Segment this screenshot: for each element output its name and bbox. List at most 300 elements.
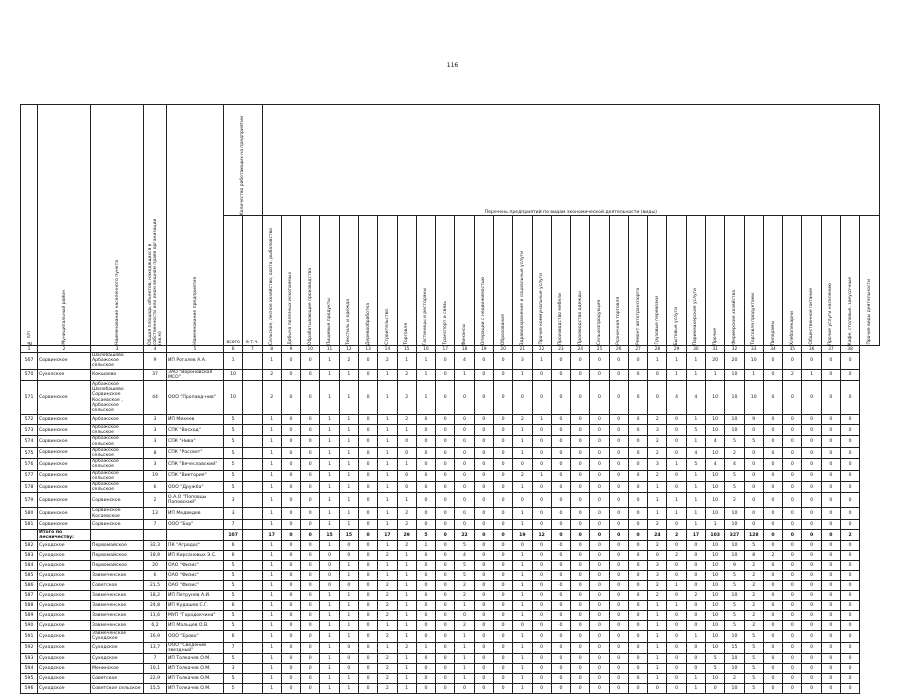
value-cell: 0 [783, 631, 802, 642]
value-cell: 0 [416, 601, 435, 611]
column-index: 10 [301, 346, 320, 353]
value-cell: 10 [706, 601, 725, 611]
value-cell: 0 [474, 642, 493, 653]
value-cell: 0 [551, 621, 570, 631]
page-number: 116 [446, 62, 459, 69]
value-cell: 0 [436, 381, 455, 415]
value-cell: 1 [513, 674, 532, 684]
value-cell: 0 [609, 601, 628, 611]
table-row [21, 508, 880, 519]
value-cell: 1 [262, 611, 281, 621]
value-cell: 0 [590, 561, 609, 571]
value-cell: 0 [358, 415, 377, 425]
value-cell: 0 [301, 353, 320, 370]
value-cell: 0 [532, 581, 551, 591]
value-cell: 0 [744, 470, 763, 481]
value-cell: 0 [397, 470, 416, 481]
header-workers-total: Количество работающих на предприятии [224, 105, 263, 216]
value-cell: 0 [628, 436, 647, 447]
value-cell: 0 [358, 654, 377, 664]
district-cell: Сорвинское [38, 415, 91, 425]
value-cell: 0 [821, 415, 840, 425]
enterprise-cell: ОАО "Физис" [167, 561, 224, 571]
column-index: 27 [628, 346, 647, 353]
value-cell: 0 [571, 529, 590, 540]
value-cell: 0 [436, 459, 455, 470]
area-cell: 8 [144, 447, 167, 458]
value-cell: 0 [416, 470, 435, 481]
value-cell: 0 [841, 581, 860, 591]
value-cell: 0 [763, 436, 782, 447]
value-cell: 0 [436, 415, 455, 425]
column-index: 25 [590, 346, 609, 353]
value-cell: 0 [590, 621, 609, 631]
value-cell: 0 [841, 447, 860, 458]
data-table [20, 104, 880, 694]
enterprise-cell [167, 529, 224, 540]
value-cell: 0 [474, 529, 493, 540]
area-cell: 20 [144, 561, 167, 571]
value-cell: 5 [725, 571, 744, 581]
value-cell: 1 [513, 581, 532, 591]
settlement-cell: Менинское [91, 664, 144, 674]
enterprise-cell: ИП Мальцев О.В. [167, 621, 224, 631]
value-cell: 0 [551, 508, 570, 519]
value-cell: 0 [763, 664, 782, 674]
area-cell: 6 [144, 571, 167, 581]
value-cell: 0 [532, 447, 551, 458]
value-cell: 3 [648, 425, 667, 436]
value-cell: 0 [821, 621, 840, 631]
value-cell: 0 [301, 642, 320, 653]
value-cell: 0 [358, 664, 377, 674]
value-cell: 0 [416, 674, 435, 684]
value-cell: 0 [590, 642, 609, 653]
value-cell: 2 [378, 654, 397, 664]
value-cell: 1 [513, 508, 532, 519]
value-cell: 0 [590, 459, 609, 470]
value-cell: 10 [744, 353, 763, 370]
value-cell: 1 [339, 519, 358, 529]
value-cell: 0 [339, 551, 358, 561]
value-cell: 0 [416, 591, 435, 601]
enterprise-cell: ООО "Пропавд-нив" [167, 381, 224, 415]
table-row [21, 591, 880, 601]
value-cell: 0 [474, 621, 493, 631]
value-cell: 0 [648, 684, 667, 694]
value-cell: 1 [397, 561, 416, 571]
value-cell: 2 [378, 591, 397, 601]
value-cell: 0 [301, 425, 320, 436]
value-cell-incl [243, 369, 262, 380]
table-row [21, 664, 880, 674]
value-cell: 0 [571, 664, 590, 674]
value-cell: 0 [609, 654, 628, 664]
value-cell: 5 [224, 674, 243, 684]
value-cell: 0 [474, 369, 493, 380]
value-cell: 1 [513, 654, 532, 664]
value-cell-incl [243, 664, 262, 674]
value-cell: 1 [320, 436, 339, 447]
value-cell: 0 [841, 642, 860, 653]
settlement-cell: Арбажское сельское [91, 482, 144, 493]
value-cell-incl [243, 654, 262, 664]
value-cell: 1 [320, 684, 339, 694]
row-number: 574 [21, 436, 38, 447]
value-cell: 1 [262, 631, 281, 642]
value-cell: 6 [224, 541, 243, 551]
value-cell: 1 [513, 571, 532, 581]
value-cell: 5 [725, 611, 744, 621]
value-cell: 0 [358, 436, 377, 447]
value-cell: 0 [358, 571, 377, 581]
value-cell: 0 [841, 508, 860, 519]
value-cell: 0 [474, 571, 493, 581]
value-cell: 10 [706, 482, 725, 493]
value-cell: 0 [571, 684, 590, 694]
value-cell: 0 [532, 664, 551, 674]
value-cell: 0 [628, 353, 647, 370]
value-cell: 3 [224, 508, 243, 519]
row-number: 593 [21, 654, 38, 664]
value-cell: 1 [686, 436, 705, 447]
value-cell: 0 [532, 611, 551, 621]
value-cell: 0 [590, 493, 609, 508]
value-cell: 1 [378, 381, 397, 415]
table-row [21, 369, 880, 380]
value-cell: 2 [667, 551, 686, 561]
value-cell: 0 [281, 631, 300, 642]
value-cell: 0 [301, 631, 320, 642]
value-cell: 1 [262, 470, 281, 481]
value-cell: 0 [532, 642, 551, 653]
value-cell: 0 [763, 369, 782, 380]
value-cell: 0 [493, 664, 512, 674]
value-cell: 1 [397, 581, 416, 591]
column-index: 3 [91, 346, 144, 353]
value-cell: 1 [339, 369, 358, 380]
value-cell: 1 [378, 561, 397, 571]
value-cell: 5 [744, 654, 763, 664]
value-cell: 0 [358, 447, 377, 458]
column-index: 23 [551, 346, 570, 353]
district-cell: Сухолское [38, 369, 91, 380]
value-cell: 0 [416, 482, 435, 493]
value-cell: 0 [416, 621, 435, 631]
district-cell: Суходское [38, 571, 91, 581]
value-cell: 0 [358, 551, 377, 561]
value-cell: 0 [532, 508, 551, 519]
row-number: 570 [21, 369, 38, 380]
value-cell: 0 [474, 508, 493, 519]
value-cell: 0 [841, 684, 860, 694]
row-number: 567 [21, 353, 38, 370]
value-cell: 0 [301, 601, 320, 611]
value-cell: 0 [590, 571, 609, 581]
value-cell: 0 [802, 642, 821, 653]
value-cell: 1 [686, 415, 705, 425]
value-cell: 0 [551, 561, 570, 571]
district-cell: Суходское [38, 664, 91, 674]
district-cell: Сорвинское [38, 436, 91, 447]
value-cell: 10 [725, 684, 744, 694]
row-number: 577 [21, 470, 38, 481]
value-cell: 10 [706, 674, 725, 684]
value-cell: 4 [667, 381, 686, 415]
value-cell-incl [243, 551, 262, 561]
value-cell-incl [243, 642, 262, 653]
value-cell: 0 [493, 508, 512, 519]
value-cell: 0 [532, 459, 551, 470]
value-cell: 10 [706, 381, 725, 415]
row-number: 579 [21, 493, 38, 508]
district-cell: Суходское [38, 674, 91, 684]
value-cell-incl [243, 561, 262, 571]
value-cell: 0 [841, 425, 860, 436]
value-cell: 15 [320, 529, 339, 540]
value-cell: 0 [686, 621, 705, 631]
value-cell: 6 [224, 631, 243, 642]
value-cell: 0 [590, 551, 609, 561]
value-cell: 0 [763, 381, 782, 415]
value-cell: 10 [706, 571, 725, 581]
value-cell: 0 [609, 519, 628, 529]
value-cell: 0 [590, 591, 609, 601]
value-cell: 0 [802, 581, 821, 591]
value-cell-incl [243, 470, 262, 481]
value-cell: 0 [474, 631, 493, 642]
value-cell: 0 [609, 561, 628, 571]
value-cell: 0 [821, 369, 840, 380]
value-cell: 5 [744, 674, 763, 684]
column-index: 38 [841, 346, 860, 353]
value-cell: 0 [802, 601, 821, 611]
value-cell: 1 [648, 642, 667, 653]
value-cell: 0 [455, 447, 474, 458]
value-cell: 2 [513, 415, 532, 425]
value-cell: 1 [648, 482, 667, 493]
value-cell: 5 [744, 436, 763, 447]
value-cell: 5 [725, 621, 744, 631]
table-row [21, 415, 880, 425]
value-cell: 4 [455, 551, 474, 561]
value-cell: 0 [358, 493, 377, 508]
value-cell: 1 [378, 493, 397, 508]
enterprise-cell: ИП Кудашев С.Г. [167, 601, 224, 611]
row-number: 575 [21, 447, 38, 458]
value-cell: 0 [802, 611, 821, 621]
column-index: 1 [21, 346, 38, 353]
value-cell: 0 [763, 541, 782, 551]
enterprise-cell: СПК "Вячеславский" [167, 459, 224, 470]
value-cell: 0 [474, 674, 493, 684]
enterprise-cell: О.А.О "Поповцы Поповский" [167, 493, 224, 508]
value-cell: 0 [628, 551, 647, 561]
value-cell: 0 [686, 642, 705, 653]
value-cell: 0 [436, 664, 455, 674]
value-cell: 0 [821, 581, 840, 591]
settlement-cell: Советское [91, 581, 144, 591]
settlement-cell: Суходское [91, 642, 144, 653]
value-cell: 1 [320, 353, 339, 370]
value-cell: 1 [686, 470, 705, 481]
value-cell: 5 [706, 664, 725, 674]
value-cell: 0 [628, 611, 647, 621]
value-cell-incl [243, 621, 262, 631]
value-cell: 0 [493, 519, 512, 529]
value-cell: 0 [532, 674, 551, 684]
value-cell: 0 [763, 529, 782, 540]
value-cell: 1 [320, 541, 339, 551]
enterprise-cell: ООО "Дружба" [167, 482, 224, 493]
value-cell: 10 [725, 664, 744, 674]
row-number: 587 [21, 591, 38, 601]
value-cell: 15 [339, 529, 358, 540]
value-cell: 0 [802, 621, 821, 631]
column-index: 29 [667, 346, 686, 353]
header-activity-col: Обрабатывающие производства [301, 216, 320, 346]
value-cell: 1 [648, 601, 667, 611]
value-cell: 0 [821, 482, 840, 493]
value-cell: 10 [706, 508, 725, 519]
value-cell: 10 [744, 381, 763, 415]
value-cell: 0 [841, 436, 860, 447]
value-cell: 0 [493, 684, 512, 694]
value-cell: 0 [763, 654, 782, 664]
value-cell: 0 [532, 493, 551, 508]
value-cell: 1 [667, 581, 686, 591]
value-cell: 10 [706, 447, 725, 458]
value-cell: 0 [532, 601, 551, 611]
value-cell: 0 [301, 674, 320, 684]
value-cell: 2 [763, 551, 782, 561]
value-cell: 1 [320, 519, 339, 529]
district-cell: Суходское [38, 601, 91, 611]
value-cell: 0 [513, 541, 532, 551]
value-cell: 1 [416, 369, 435, 380]
value-cell: 5 [725, 470, 744, 481]
value-cell: 1 [648, 353, 667, 370]
value-cell: 24 [648, 529, 667, 540]
value-cell: 0 [609, 571, 628, 581]
value-cell: 5 [224, 611, 243, 621]
value-cell: 1 [339, 381, 358, 415]
value-cell: 1 [378, 470, 397, 481]
value-cell: 0 [590, 482, 609, 493]
value-cell: 1 [513, 664, 532, 674]
column-index: 12 [339, 346, 358, 353]
value-cell: 0 [744, 425, 763, 436]
value-cell: 2 [648, 581, 667, 591]
value-cell: 0 [667, 519, 686, 529]
value-cell: 0 [436, 631, 455, 642]
district-cell: Суходское [38, 631, 91, 642]
value-cell: 2 [262, 369, 281, 380]
value-cell: 0 [416, 664, 435, 674]
value-cell: 3 [224, 664, 243, 674]
value-cell: 20 [725, 353, 744, 370]
value-cell: 0 [301, 369, 320, 380]
value-cell: 0 [609, 541, 628, 551]
value-cell: 0 [551, 381, 570, 415]
value-cell: 0 [493, 591, 512, 601]
value-cell: 0 [590, 581, 609, 591]
value-cell: 0 [358, 631, 377, 642]
value-cell: 0 [493, 470, 512, 481]
value-cell: 0 [474, 581, 493, 591]
value-cell: 0 [802, 654, 821, 664]
value-cell: 1 [262, 482, 281, 493]
enterprise-cell: ИП Рогалев А.А. [167, 353, 224, 370]
value-cell: 0 [667, 415, 686, 425]
value-cell: 2 [397, 381, 416, 415]
value-cell: 0 [281, 381, 300, 415]
value-cell: 103 [706, 529, 725, 540]
settlement-cell: Арбажское [91, 415, 144, 425]
value-cell: 0 [609, 436, 628, 447]
column-index: 14 [378, 346, 397, 353]
value-cell: 0 [802, 436, 821, 447]
value-cell: 0 [474, 381, 493, 415]
value-cell: 5 [224, 684, 243, 694]
value-cell: 0 [763, 684, 782, 694]
value-cell: 0 [493, 459, 512, 470]
column-index: 9 [281, 346, 300, 353]
area-cell [144, 529, 167, 540]
value-cell: 1 [513, 519, 532, 529]
value-cell: 0 [841, 571, 860, 581]
value-cell: 0 [783, 551, 802, 561]
value-cell: 0 [493, 425, 512, 436]
value-cell: 0 [571, 571, 590, 581]
district-cell: Суходское [38, 654, 91, 664]
row-number: 585 [21, 571, 38, 581]
value-cell: 0 [744, 447, 763, 458]
value-cell: 0 [551, 674, 570, 684]
area-cell: 7 [144, 519, 167, 529]
value-cell: 0 [474, 684, 493, 694]
settlement-cell: Советское [91, 674, 144, 684]
value-cell: 0 [783, 482, 802, 493]
value-cell: 0 [609, 631, 628, 642]
value-cell: 0 [301, 551, 320, 561]
value-cell: 0 [474, 519, 493, 529]
value-cell: 1 [532, 415, 551, 425]
value-cell: 0 [474, 470, 493, 481]
value-cell: 2 [744, 601, 763, 611]
value-cell: 0 [551, 631, 570, 642]
value-cell: 0 [802, 508, 821, 519]
value-cell: 10 [725, 369, 744, 380]
value-cell: 0 [783, 447, 802, 458]
value-cell: 2 [262, 381, 281, 415]
value-cell: 22 [455, 529, 474, 540]
value-cell: 0 [821, 541, 840, 551]
value-cell: 0 [571, 447, 590, 458]
value-cell: 0 [571, 631, 590, 642]
value-cell: 10 [725, 654, 744, 664]
value-cell: 10 [706, 415, 725, 425]
settlement-cell: Шалобашево Арбажское сельское [91, 353, 144, 370]
value-cell: 0 [281, 551, 300, 561]
value-cell: 0 [474, 415, 493, 425]
value-cell-incl [243, 674, 262, 684]
value-cell: 0 [841, 654, 860, 664]
value-cell: 0 [301, 561, 320, 571]
value-cell: 0 [628, 529, 647, 540]
value-cell: 1 [320, 611, 339, 621]
value-cell: 4 [706, 459, 725, 470]
